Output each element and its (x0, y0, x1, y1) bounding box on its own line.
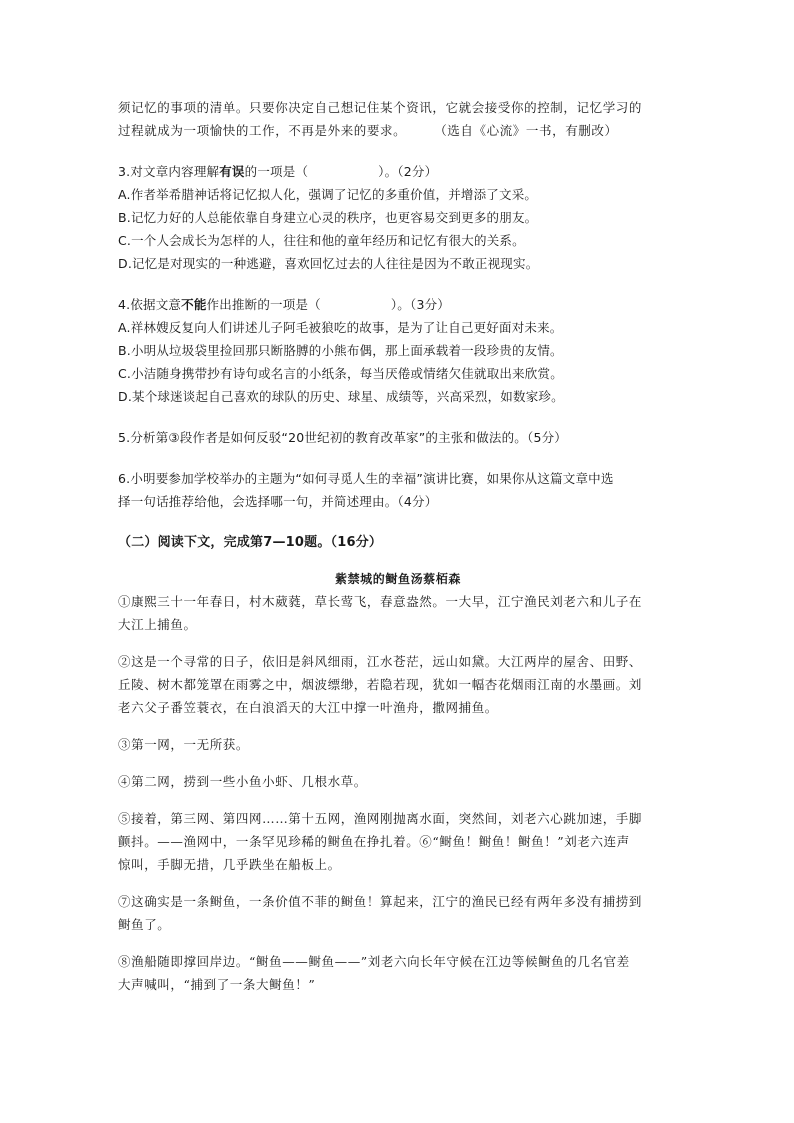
story-line: ②这是一个寻常的日子，依旧是斜风细雨，江水苍茫，远山如黛。大江两岸的屋舍、田野、 (118, 654, 643, 669)
question-4-suffix: 作出推断的一项是（ (206, 297, 321, 312)
question-3-emphasis: 有误 (219, 164, 245, 179)
passage1-line-2-text: 过程就成为一项愉快的工作，不再是外来的要求。 (118, 123, 407, 138)
question-3-points: ）。（2分） (378, 164, 438, 179)
story-paragraph (118, 807, 678, 876)
section-2-heading: （二）阅读下文，完成第7—10题。（16分） (118, 535, 383, 550)
paragraph-gap (118, 636, 678, 650)
paragraph-gap (118, 756, 678, 770)
question-3-option-b: B.记忆力好的人总能依靠自身建立心灵的秩序，也更容易交到更多的朋友。 (118, 210, 538, 225)
story-paragraph (118, 733, 678, 756)
story-paragraph (118, 950, 678, 996)
question-3-option-a: A.作者举希腊神话将记忆拟人化，强调了记忆的多重价值，并增添了文采。 (118, 187, 538, 202)
paragraph-gap (118, 936, 678, 950)
story-paragraph (118, 890, 678, 936)
question-4 (118, 293, 678, 408)
story-line: ⑤接着，第三网、第四网……第十五网，渔网刚抛离水面，突然间，刘老六心跳加速，手脚 (118, 811, 643, 826)
document-page (118, 96, 678, 996)
story-paragraph (118, 770, 678, 793)
question-4-prefix: 4.依据文意 (118, 297, 182, 312)
question-4-stem (118, 293, 678, 316)
question-6 (118, 467, 678, 513)
story-line: ③第一网，一无所获。 (118, 737, 250, 752)
question-4-option-c: C.小洁随身携带抄有诗句或名言的小纸条，每当厌倦或情绪欠佳就取出来欣赏。 (118, 366, 563, 381)
paragraph-gap (118, 876, 678, 890)
question-5-stem: 5.分析第③段作者是如何反驳“20世纪初的教育改革家”的主张和做法的。（5分） (118, 430, 567, 445)
story-line: 大江上捕鱼。 (118, 617, 197, 632)
story-line: 大声喊叫，“捕到了一条大鲥鱼！” (118, 977, 316, 992)
story-line: 惊叫，手脚无措，几乎跌坐在船板上。 (118, 857, 341, 872)
question-3-option-c: C.一个人会成长为怎样的人，往往和他的童年经历和记忆有很大的关系。 (118, 233, 525, 248)
question-3-option-d: D.记忆是对现实的一种逃避，喜欢回忆过去的人往往是因为不敢正视现实。 (118, 256, 539, 271)
paragraph-gap (118, 719, 678, 733)
paragraph-gap (118, 793, 678, 807)
question-3-prefix: 3.对文章内容理解 (118, 164, 220, 179)
story-line: ⑦这确实是一条鲥鱼，一条价值不菲的鲥鱼！算起来，江宁的渔民已经有两年多没有捕捞到 (118, 894, 643, 909)
passage1-line-1: 须记忆的事项的清单。只要你决定自己想记住某个资讯，它就会接受你的控制，记忆学习的 (118, 100, 643, 115)
story-line: 颤抖。——渔网中，一条罕见珍稀的鲥鱼在挣扎着。⑥“鲥鱼！鲥鱼！鲥鱼！”刘老六连声 (118, 834, 630, 849)
question-3 (118, 160, 678, 275)
question-4-emphasis: 不能 (181, 297, 207, 312)
question-3-suffix: 的一项是（ (244, 164, 309, 179)
question-6-line-1: 6.小明要参加学校举办的主题为“如何寻觅人生的幸福”演讲比赛，如果你从这篇文章中选 (118, 471, 614, 486)
question-4-option-d: D.某个球迷谈起自己喜欢的球队的历史、球星、成绩等，兴高采烈，如数家珍。 (118, 389, 564, 404)
passage1-line-2 (118, 119, 678, 142)
story-body (118, 590, 678, 996)
story-line: ⑧渔船随即撑回岸边。“鲥鱼——鲥鱼——”刘老六向长年守候在江边等候鲥鱼的几名官差 (118, 954, 630, 969)
question-3-stem (118, 160, 678, 183)
question-4-points: ）。（3分） (390, 297, 451, 312)
story-paragraph (118, 590, 678, 636)
question-4-option-b: B.小明从垃圾袋里捡回那只断胳膊的小熊布偶，那上面承载着一段珍贵的友情。 (118, 343, 563, 358)
question-6-line-2: 择一句话推荐给他，会选择哪一句，并简述理由。（4分） (118, 494, 438, 509)
passage1-ending (118, 96, 678, 142)
passage-source: （选自《心流》一书，有删改） (434, 123, 618, 138)
question-4-option-a: A.祥林嫂反复向人们讲述儿子阿毛被狼吃的故事，是为了让自己更好面对未来。 (118, 320, 563, 335)
story-line: ④第二网，捞到一些小鱼小虾、几根水草。 (118, 774, 367, 789)
story-line: 鲥鱼了。 (118, 917, 171, 932)
story-line: 老六父子番笠蓑衣，在白浪滔天的大江中撑一叶渔舟，撒网捕鱼。 (118, 700, 498, 715)
story-line: 丘陵、树木都笼罩在雨雾之中，烟波缥缈，若隐若现，犹如一幅杏花烟雨江南的水墨画。刘 (118, 677, 643, 692)
question-5 (118, 426, 678, 449)
story-line: ①康熙三十一年春日，村木葳蕤，草长莺飞，春意盎然。一大早，江宁渔民刘老六和儿子在 (118, 594, 643, 609)
story-paragraph (118, 650, 678, 719)
story-title: 紫禁城的鲥鱼汤蔡栢森 (334, 572, 461, 586)
